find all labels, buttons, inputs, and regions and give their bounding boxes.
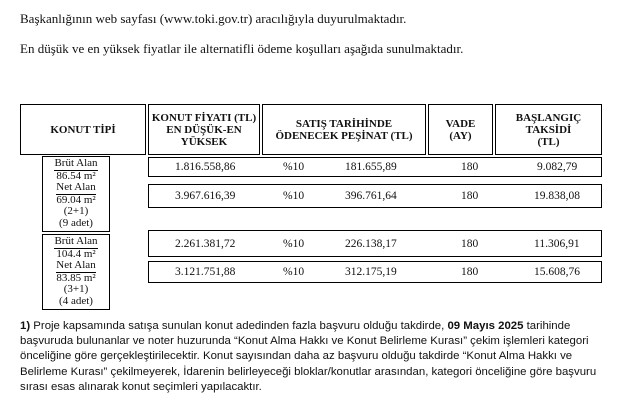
pesinat-cell: 312.175,19 [345, 266, 397, 278]
footnote-date: 09 Mayıs 2025 [447, 320, 524, 332]
taksit-cell: 15.608,76 [534, 266, 580, 278]
fiyat-cell: 3.121.751,88 [175, 266, 236, 278]
konut-tipi-cell: Brüt Alan 104.4 m² Net Alan 83.85 m² (3+1) (4 adet) [42, 234, 110, 310]
footnote-number: 1) [20, 320, 31, 332]
vade-cell: 180 [461, 237, 479, 250]
oran-cell: %10 [283, 190, 305, 202]
table-row [148, 157, 602, 177]
fiyat-cell: 1.816.558,86 [175, 161, 236, 173]
footnote-text-a: Proje kapsamında satışa sunulan konut adedinden fazla başvuru olduğu takdirde, [30, 320, 448, 332]
header-konut-fiyati: KONUT FİYATI (TL) EN DÜŞÜK-EN YÜKSEK [148, 104, 260, 155]
footnote [20, 319, 605, 395]
header-pesinat: SATIŞ TARİHİNDE ÖDENECEK PEŞİNAT (TL) [262, 104, 426, 155]
taksit-cell: 19.838,08 [534, 190, 580, 202]
table-row [148, 184, 602, 208]
pesinat-cell: 181.655,89 [345, 161, 397, 173]
table-row [148, 230, 602, 257]
taksit-cell: 9.082,79 [537, 161, 578, 173]
taksit-cell: 11.306,91 [534, 237, 580, 250]
intro-line-2: En düşük ve en yüksek fiyatlar ile alternatifli ödeme koşulları aşağıda sunulmaktadır. [20, 41, 464, 56]
oran-cell: %10 [283, 161, 305, 173]
fiyat-cell: 2.261.381,72 [175, 237, 236, 250]
fiyat-cell: 3.967.616,39 [175, 190, 236, 202]
intro-line-1: Başkanlığının web sayfası (www.toki.gov.tr) aracılığıyla duyurulmaktadır. [20, 11, 407, 26]
pesinat-cell: 226.138,17 [345, 237, 397, 250]
header-vade: VADE (AY) [428, 104, 493, 155]
oran-cell: %10 [283, 266, 305, 278]
vade-cell: 180 [461, 161, 479, 173]
footnote-text-b: tarihinde başvuruda bulunanlar ve noter huzurunda “Konut Alma Hakkı ve Konut Belirleme Kurası” çekim işlemleri kategori önceliğine göre gerçekleştirilecektir. Konut sayısından daha az başvuru olduğu takdirde “Konut Alma Hakkı ve Belirleme Kurası” çekilmeyerek, İdarenin belirleyeceği bloklar/konutlar arasından, kategori önceliğine göre başvuru sırası esas alınarak konut seçimleri yapılacaktır. [20, 320, 597, 393]
oran-cell: %10 [283, 237, 305, 250]
konut-tipi-cell: Brüt Alan 86.54 m² Net Alan 69.04 m² (2+1) (9 adet) [42, 156, 110, 232]
pesinat-cell: 396.761,64 [345, 190, 397, 202]
header-konut-tipi: KONUT TİPİ [20, 104, 146, 155]
vade-cell: 180 [461, 266, 479, 278]
vade-cell: 180 [461, 190, 479, 202]
header-baslangic-taksidi: BAŞLANGIÇ TAKSİDİ (TL) [495, 104, 602, 155]
table-row [148, 261, 602, 283]
